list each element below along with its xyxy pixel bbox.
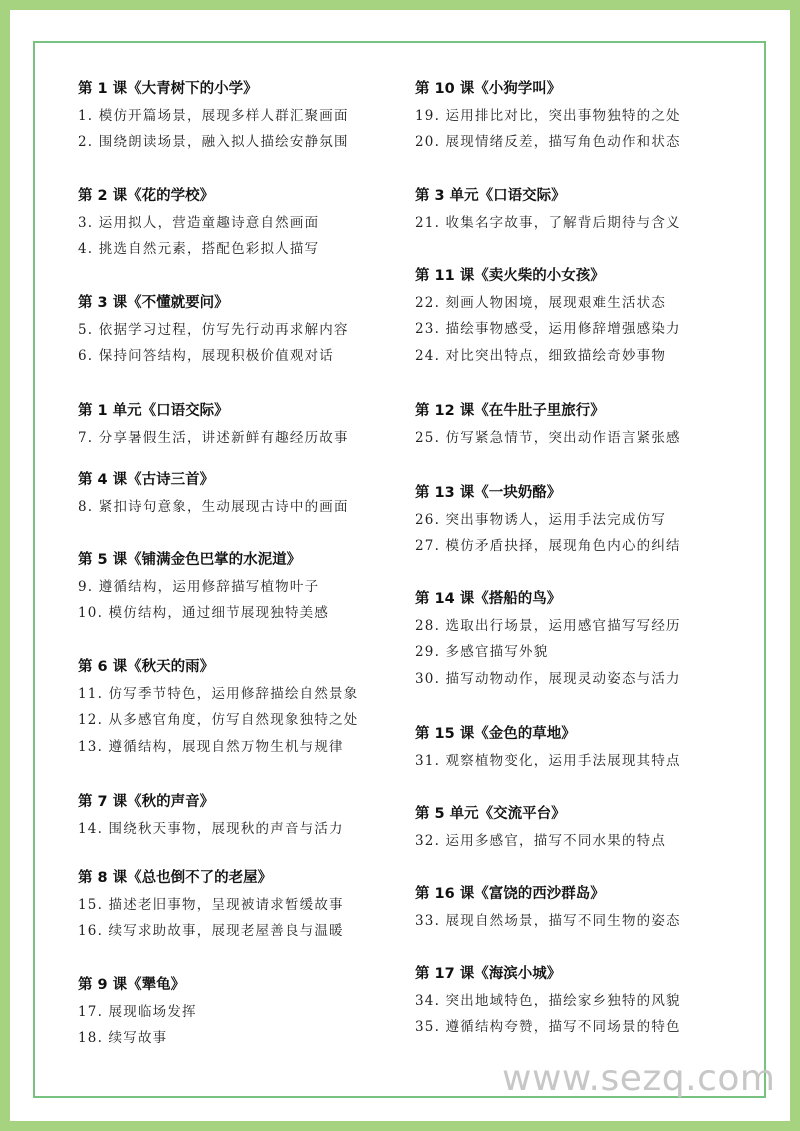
watermark: www.sezq.com — [502, 1058, 776, 1099]
lesson-heading: 第 8 课《总也倒不了的老屋》 — [78, 870, 273, 886]
lesson-section — [415, 402, 681, 448]
lesson-heading: 第 9 课《犟龟》 — [78, 977, 186, 993]
lesson-heading: 第 5 课《铺满金色巴掌的水泥道》 — [78, 552, 302, 568]
lesson-heading: 第 14 课《搭船的鸟》 — [415, 591, 562, 607]
lesson-item: 23. 描绘事物感受，运用修辞增强感染力 — [415, 321, 681, 337]
lesson-item: 34. 突出地域特色，描绘家乡独特的风貌 — [415, 992, 681, 1009]
lesson-item: 28. 选取出行场景，运用感官描写写经历 — [415, 617, 681, 634]
lesson-item: 35. 遵循结构夸赞，描写不同场景的特色 — [415, 1019, 681, 1035]
lesson-section — [415, 885, 681, 931]
lesson-item: 15. 描述老旧事物，呈现被请求暂缓故事 — [78, 896, 344, 913]
lesson-heading: 第 3 单元《口语交际》 — [415, 188, 566, 204]
lesson-item: 1. 模仿开篇场景，展现多样人群汇聚画面 — [78, 107, 349, 124]
lesson-item: 7. 分享暑假生活，讲述新鲜有趣经历故事 — [78, 429, 349, 446]
lesson-section — [78, 658, 358, 757]
lesson-item: 14. 围绕秋天事物，展现秋的声音与活力 — [78, 820, 344, 837]
lesson-item: 2. 围绕朗读场景，融入拟人描绘安静氛围 — [78, 134, 349, 150]
lesson-item: 8. 紧扣诗句意象，生动展现古诗中的画面 — [78, 498, 349, 515]
lesson-heading: 第 1 课《大青树下的小学》 — [78, 81, 258, 97]
lesson-item: 19. 运用排比对比，突出事物独特的之处 — [415, 107, 681, 124]
lesson-section — [78, 976, 197, 1048]
lesson-item: 17. 展现临场发挥 — [78, 1003, 197, 1020]
lesson-heading: 第 4 课《古诗三首》 — [78, 472, 215, 488]
lesson-heading: 第 13 课《一块奶酪》 — [415, 485, 562, 501]
lesson-item: 21. 收集名字故事，了解背后期待与含义 — [415, 214, 681, 231]
lesson-item: 6. 保持问答结构，展现积极价值观对话 — [78, 348, 334, 364]
lesson-section — [78, 402, 349, 448]
lesson-item: 32. 运用多感官，描写不同水果的特点 — [415, 832, 667, 849]
lesson-item: 10. 模仿结构，通过细节展现独特美感 — [78, 605, 330, 621]
lesson-section — [415, 484, 681, 556]
lesson-item: 30. 描写动物动作，展现灵动姿态与活力 — [415, 670, 681, 687]
lesson-item: 11. 仿写季节特色，运用修辞描绘自然景象 — [78, 685, 359, 702]
lesson-heading: 第 5 单元《交流平台》 — [415, 806, 566, 822]
lesson-section — [78, 80, 349, 152]
lesson-heading: 第 15 课《金色的草地》 — [415, 726, 576, 742]
lesson-section — [78, 294, 349, 366]
lesson-section — [78, 551, 329, 623]
lesson-item: 12. 从多感官角度，仿写自然现象独特之处 — [78, 712, 359, 728]
lesson-item: 4. 挑选自然元素，搭配色彩拟人描写 — [78, 241, 320, 257]
lesson-section — [78, 471, 349, 517]
lesson-section — [415, 187, 681, 233]
lesson-section — [415, 965, 681, 1037]
lesson-heading: 第 3 课《不懂就要问》 — [78, 295, 229, 311]
lesson-heading: 第 1 单元《口语交际》 — [78, 403, 229, 419]
lesson-section — [415, 725, 681, 771]
lesson-heading: 第 16 课《富饶的西沙群岛》 — [415, 886, 605, 902]
lesson-item: 26. 突出事物诱人，运用手法完成仿写 — [415, 511, 667, 528]
lesson-heading: 第 7 课《秋的声音》 — [78, 794, 215, 810]
lesson-section — [78, 793, 344, 839]
lesson-heading: 第 12 课《在牛肚子里旅行》 — [415, 403, 605, 419]
lesson-section — [415, 80, 681, 152]
lesson-heading: 第 10 课《小狗学叫》 — [415, 81, 562, 97]
lesson-item: 24. 对比突出特点，细致描绘奇妙事物 — [415, 347, 667, 364]
lesson-heading: 第 2 课《花的学校》 — [78, 188, 215, 204]
lesson-heading: 第 17 课《海滨小城》 — [415, 966, 562, 982]
lesson-item: 5. 依据学习过程，仿写先行动再求解内容 — [78, 321, 349, 338]
lesson-item: 9. 遵循结构，运用修辞描写植物叶子 — [78, 578, 320, 595]
lesson-heading: 第 6 课《秋天的雨》 — [78, 659, 215, 675]
lesson-section — [415, 805, 666, 851]
lesson-item: 13. 遵循结构，展现自然万物生机与规律 — [78, 738, 344, 755]
lesson-item: 20. 展现情绪反差，描写角色动作和状态 — [415, 134, 681, 150]
lesson-item: 25. 仿写紧急情节，突出动作语言紧张感 — [415, 429, 681, 446]
lesson-section — [415, 590, 681, 689]
lesson-item: 29. 多感官描写外貌 — [415, 644, 549, 660]
lesson-item: 22. 刻画人物困境，展现艰难生活状态 — [415, 294, 667, 311]
lesson-heading: 第 11 课《卖火柴的小女孩》 — [415, 268, 605, 284]
lesson-item: 27. 模仿矛盾抉择，展现角色内心的纠结 — [415, 538, 681, 554]
lesson-item: 18. 续写故事 — [78, 1030, 168, 1046]
lesson-item: 3. 运用拟人，营造童趣诗意自然画面 — [78, 214, 320, 231]
lesson-section — [78, 869, 344, 941]
lesson-item: 31. 观察植物变化，运用手法展现其特点 — [415, 752, 681, 769]
lesson-section — [415, 267, 681, 366]
lesson-item: 33. 展现自然场景，描写不同生物的姿态 — [415, 912, 681, 929]
lesson-section — [78, 187, 319, 259]
lesson-item: 16. 续写求助故事，展现老屋善良与温暖 — [78, 923, 344, 939]
